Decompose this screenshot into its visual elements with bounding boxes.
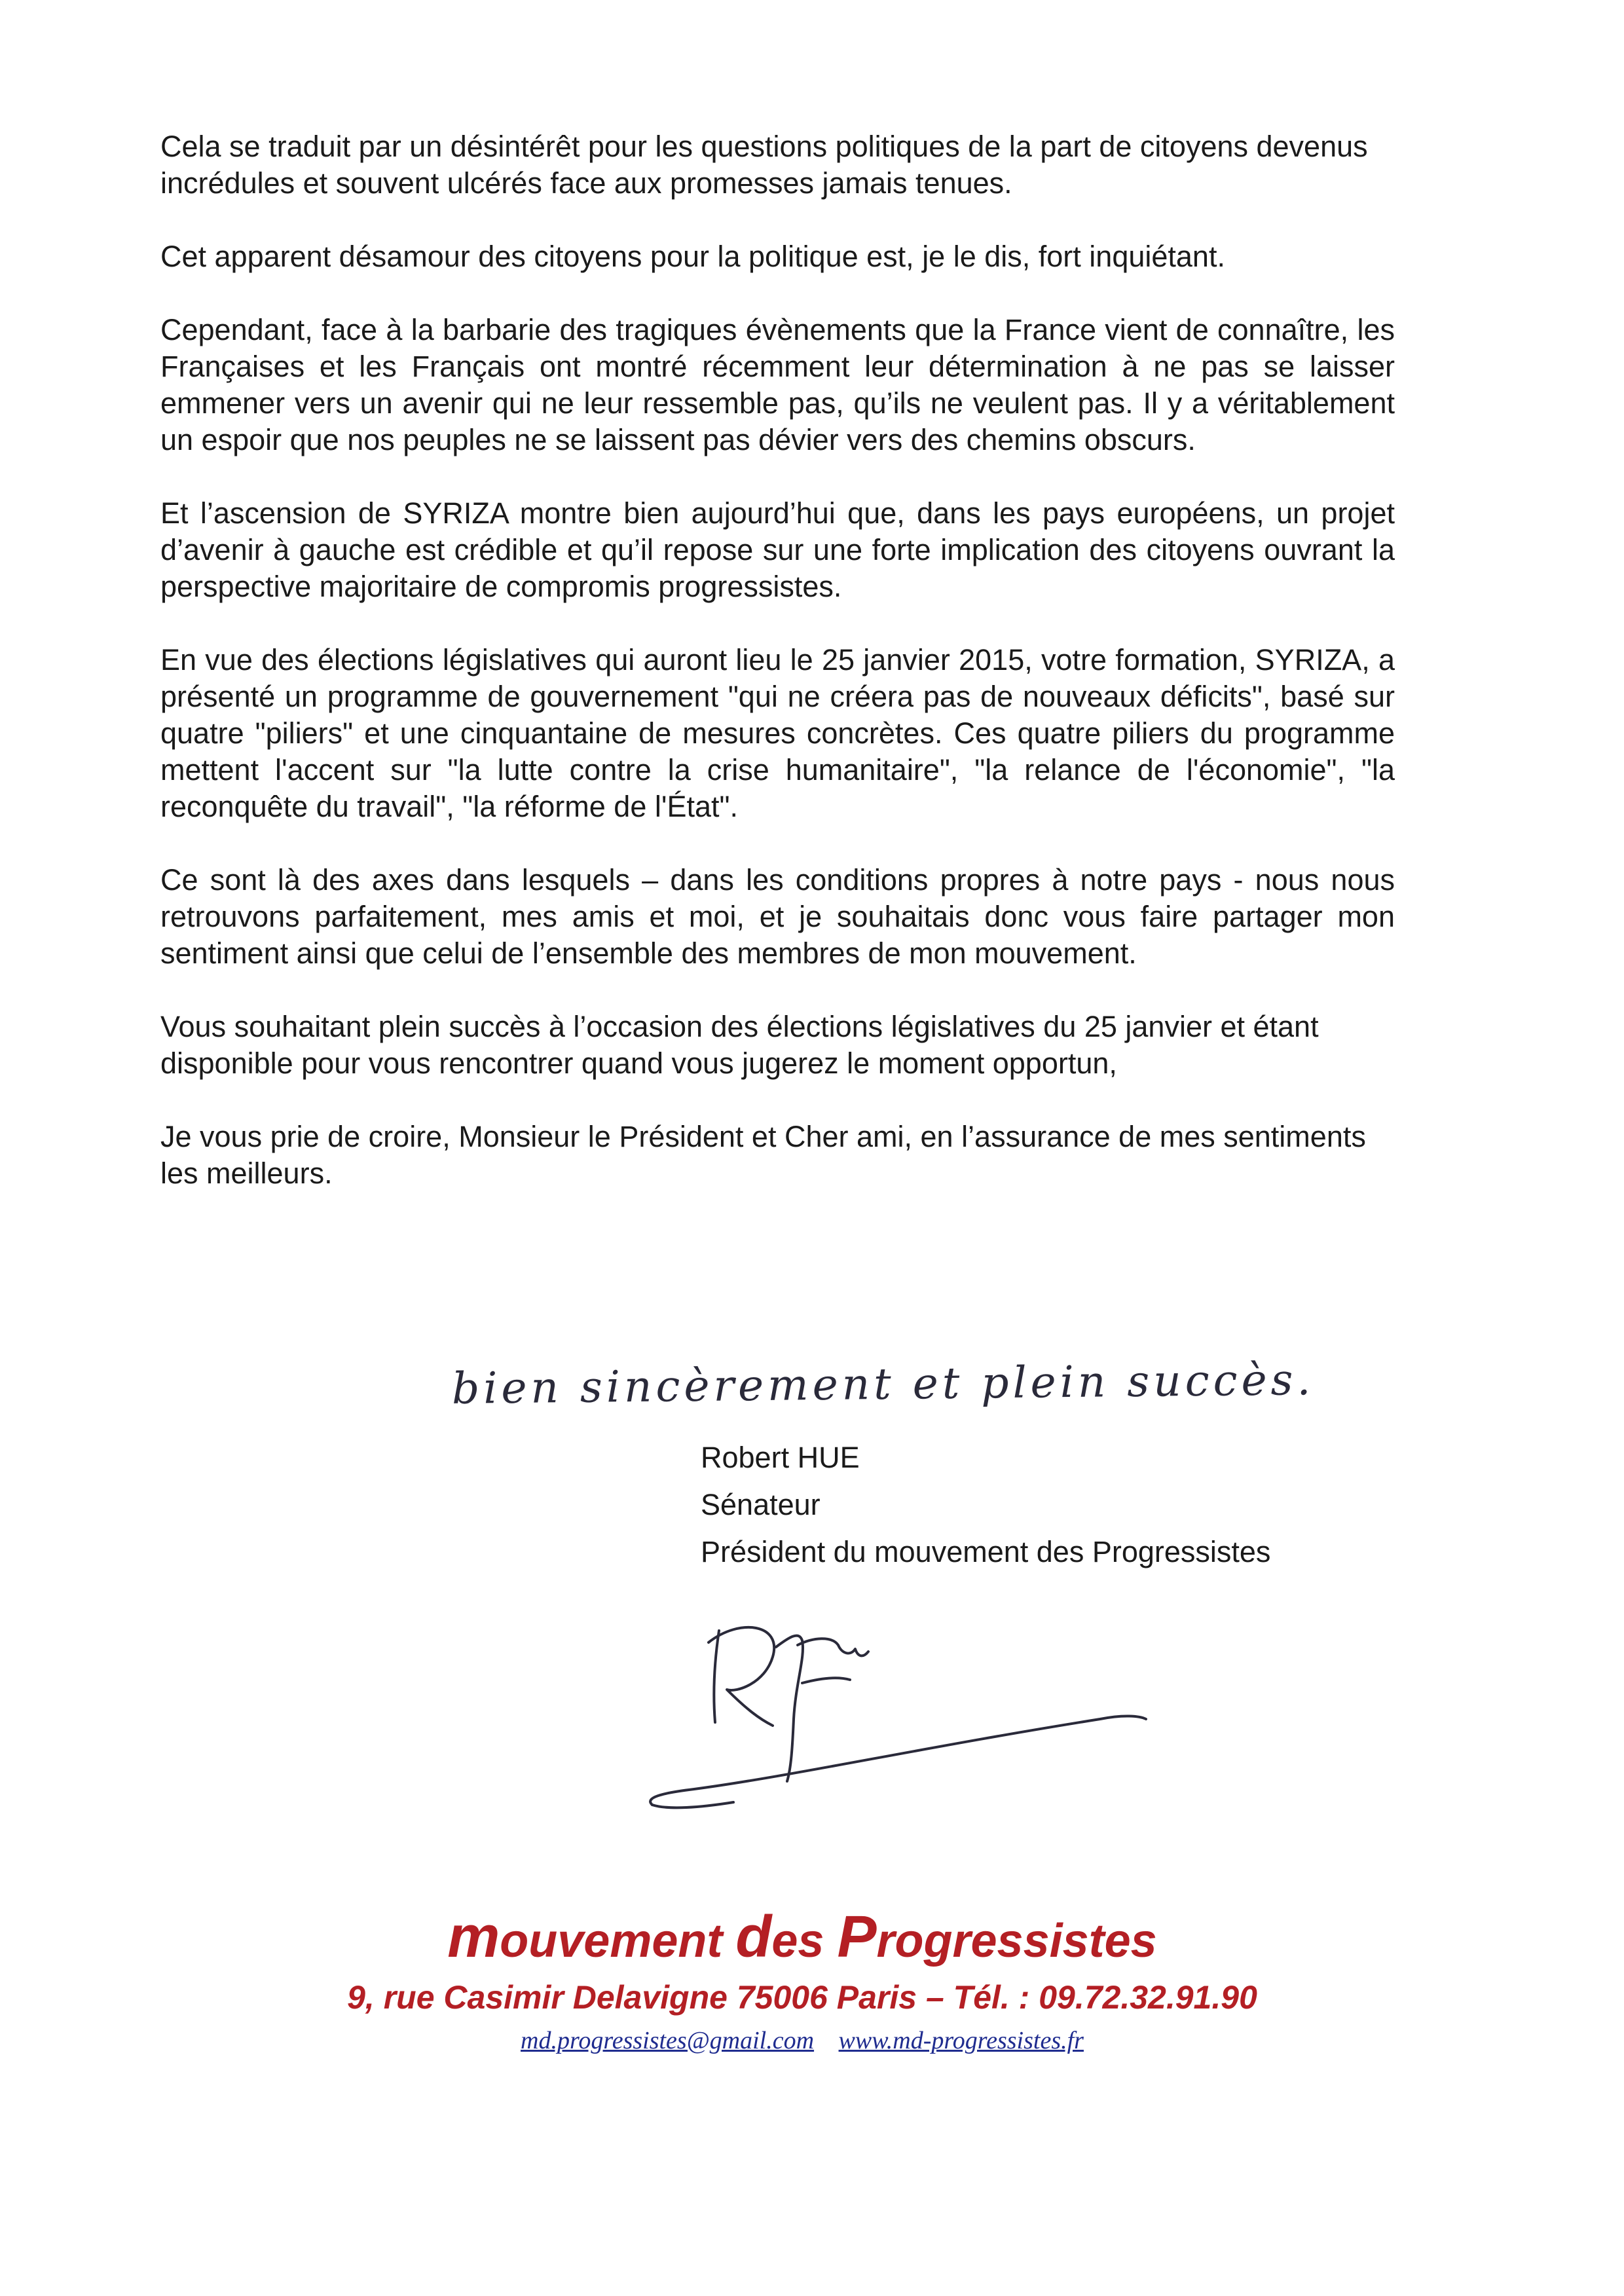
handwritten-note: bien sincèrement et plein succès. — [451, 1354, 1315, 1414]
paragraph-3: Cependant, face à la barbarie des tragiques évènements que la France vient de connaître, les Françaises et les Français ont montré récemment leur détermination à ne pas se laisser emmener vers un avenir qui ne leur ressemble pas, qu’ils ne veulent pas. Il y a véritablement un espoir que nos peuples ne se laissent pas dévier vers des chemins obscurs. — [160, 313, 1395, 456]
paragraph-6: Ce sont là des axes dans lesquels – dans les conditions propres à notre pays - nous nous retrouvons parfaitement, mes amis et moi, et je souhaitais donc vous faire partager mon sentiment ainsi que celui de l’ensemble des membres de mon mouvement. — [160, 863, 1395, 970]
signatory-block — [701, 1434, 1270, 1576]
paragraph-1: Cela se traduit par un désintérêt pour les questions politiques de la part de citoyens devenus incrédules et souvent ulcérés face aux promesses jamais tenues. — [160, 130, 1368, 200]
paragraph-4: Et l’ascension de SYRIZA montre bien aujourd’hui que, dans les pays européens, un projet d’avenir à gauche est crédible et qu’il repose sur une forte implication des citoyens ouvrant la perspective majoritaire de compromis progressistes. — [160, 496, 1395, 603]
letter-body — [160, 128, 1395, 1229]
organization-footer — [0, 1906, 1624, 2059]
signatory-role: Président du mouvement des Progressistes — [701, 1535, 1271, 1568]
paragraph-5: En vue des élections législatives qui auront lieu le 25 janvier 2015, votre formation, SYRIZA, a présenté un programme de gouvernement "qui ne créera pas de nouveaux déficits", basé sur quatre "piliers" et une cinquantaine de mesures concrètes. Ces quatre piliers du programme mettent l'accent sur "la lutte contre la crise humanitaire", "la relance de l'économie", "la reconquête du travail", "la réforme de l'État". — [160, 643, 1395, 823]
name-part-ouvement: ouvement — [500, 1915, 736, 1967]
name-part-es: es — [771, 1915, 838, 1967]
email-link[interactable]: md.progressistes@gmail.com — [521, 2027, 815, 2054]
organization-links — [0, 2022, 1624, 2059]
name-initial-p: P — [837, 1904, 877, 1970]
paragraph-2: Cet apparent désamour des citoyens pour la politique est, je le dis, fort inquiétant. — [160, 240, 1225, 273]
signatory-title: Sénateur — [701, 1488, 821, 1521]
paragraph-8: Je vous prie de croire, Monsieur le Président et Cher ami, en l’assurance de mes sentiments les meilleurs. — [160, 1120, 1366, 1190]
organization-name — [0, 1906, 1624, 1972]
paragraph-7: Vous souhaitant plein succès à l’occasion des élections législatives du 25 janvier et étant disponible pour vous rencontrer quand vous jugerez le moment opportun, — [160, 1010, 1319, 1080]
name-part-rogressistes: rogressistes — [876, 1915, 1157, 1967]
name-initial-d: d — [735, 1904, 772, 1970]
website-link[interactable]: www.md-progressistes.fr — [838, 2027, 1084, 2054]
organization-address: 9, rue Casimir Delavigne 75006 Paris – Tél. : 09.72.32.91.90 — [347, 1979, 1257, 2016]
signatory-name: Robert HUE — [701, 1441, 860, 1474]
name-initial-m: m — [447, 1904, 500, 1970]
handwritten-signature — [642, 1585, 1153, 1821]
